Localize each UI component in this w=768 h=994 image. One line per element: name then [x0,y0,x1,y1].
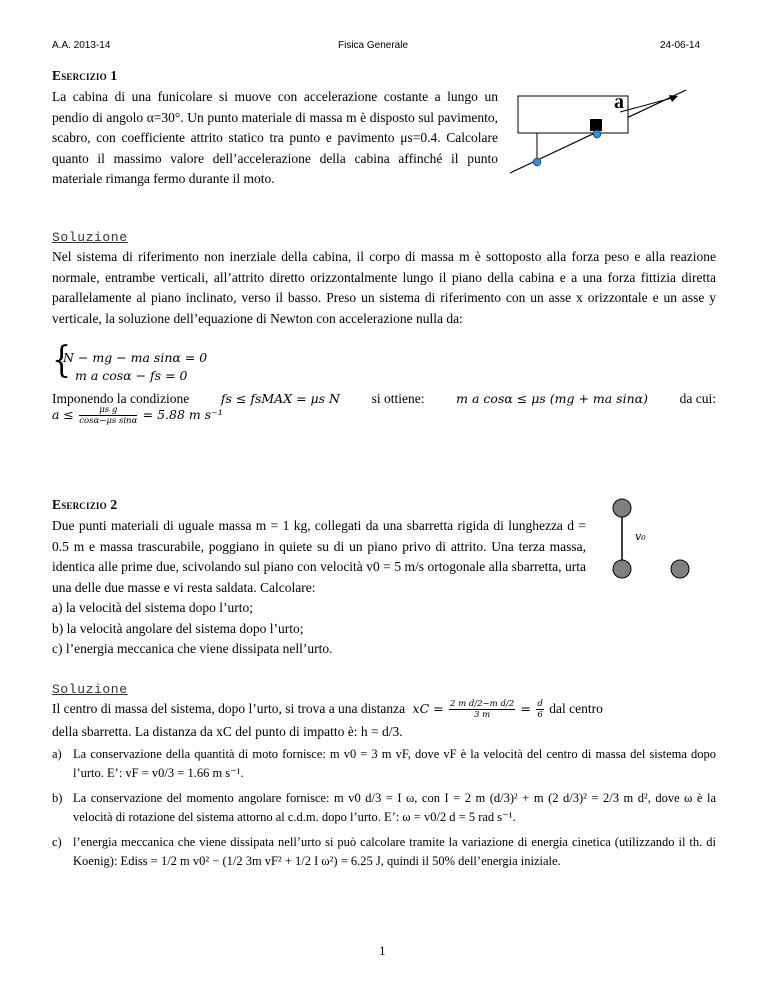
question-b-text: la velocità angolare del sistema dopo l’urto; [66,620,304,636]
result-line [52,405,223,426]
cm-numerator-2: d [537,699,543,710]
answer-a [52,745,716,783]
mass-top [613,499,631,517]
result-denominator: cosα−μs sinα [79,416,138,427]
question-b-label: b) [52,620,64,636]
question-b [52,619,712,640]
mass-incoming [671,560,689,578]
impact-distance-line: della sbarretta. La distanza da xC del punto di impatto è: h = d/3. [52,724,403,739]
acceleration-label: a [614,91,624,113]
exercise-2-questions [52,598,712,660]
header-course-year: A.A. 2013-14 [52,40,111,51]
header-subject: Fisica Generale [338,40,409,51]
solution-2-heading: Soluzione [52,682,128,697]
question-c-text: l’energia meccanica che viene dissipata nell’urto. [65,641,333,656]
answer-c-text: l’energia meccanica che viene dissipata nell’urto si può calcolare tramite la variazione di energia cinetica (utilizzando il th. di Koenig): Ediss = 1/2 m v0² − (1/2 3m vF² + 1/2 I ω²) = 6.25 J, quindi il 50% dell’energia iniziale. [73,835,716,868]
wheel-right [593,130,601,138]
rod-masses-figure [596,494,706,584]
material-point-block [590,119,602,131]
answer-b [52,789,716,827]
result-numerator: μs g [79,405,137,416]
exercise-2-text: Due punti materiali di uguale massa m = 1 kg, collegati da una sbarretta rigida di lunghezza d = 0.5 m e massa trascurabile, poggiano in quiete su di un piano privo di attrito. Una terza massa, identica alle prime due, scivolando sul piano con velocità v0 = 5 m/s ortogonale alla sbarretta, urta una delle due masse e vi resta saldata. Calcolare: [52,518,586,595]
exercise-1-text: La cabina di una funicolare si muove con accelerazione costante a lungo un pendio di angolo α=30°. Un punto materiale di massa m è disposto sul pavimento, scabro, con coefficiente attrito statico tra punto e pavimento μs=0.4. Calcolare quanto il massimo valore dell’accelerazione della cabina affinché il punto materiale rimanga fermo durante il moto. [52,89,498,186]
question-c [52,639,712,660]
equation-system-brace: { [52,339,72,382]
equation-friction: m a cosα − fs = 0 [75,368,188,383]
velocity-label: v₀ [635,530,646,543]
cm-variable: xC = [412,701,444,716]
solution-2-answers [52,745,716,877]
condition-intro: Imponendo la condizione [52,391,190,406]
funicular-figure [510,84,690,180]
solution-1-text: Nel sistema di riferimento non inerziale della cabina, il corpo di massa m è sottoposto alla forza peso e alla reazione normale, entrambe verticali, all’attrito diretto orizzontalmente lungo il piano della cabina e a una forza fittizia diretta parallelamente al piano inclinato, verso il basso. Preso un sistema di riferimento con un asse x orizzontale e un asse y verticale, la soluzione dell’equazione di Newton con accelerazione nulla da: [52,249,716,326]
question-a-text: la velocità del sistema dopo l’urto; [65,600,253,615]
cm-denominator-2: 6 [537,710,543,721]
header-date: 24-06-14 [660,40,701,51]
cm-numerator: 2 m d/2−m d/2 [449,699,515,710]
cm-equals: = [520,701,532,716]
solution-1-heading: Soluzione [52,230,128,245]
cm-fraction-simplified [536,699,543,720]
page-number: 1 [379,943,386,958]
condition-result: m a cosα ≤ μs (mg + ma sinα) [456,391,648,406]
result-value: = 5.88 m s⁻¹ [142,407,223,422]
result-fraction [79,405,137,426]
cm-denominator: 3 m [473,710,491,721]
cm-intro: Il centro di massa del sistema, dopo l’urto, si trova a una distanza [52,701,406,716]
wheel-left [533,158,541,166]
cabin-box [518,96,628,133]
answer-c-label: c) [52,835,62,849]
cm-fraction [449,699,515,720]
answer-a-text: La conservazione della quantità di moto fornisce: m v0 = 3 m vF, dove vF è la velocità del centro di massa del sistema dopo l’urto. E’: vF = v0/3 = 1.66 m s⁻¹. [73,747,716,780]
answer-b-label: b) [52,791,63,805]
exercise-1-title: Esercizio 1 [52,68,118,83]
center-of-mass-line [52,699,603,720]
answer-b-text: La conservazione del momento angolare fornisce: m v0 d/3 = I ω, con I = 2 m (d/3)² + m (2 d/3)² = 2/3 m d², dove ω è la velocità di rotazione del sistema attorno al c.d.m. dopo l’urto. E’: ω = v0/2 d = 5 rad s⁻¹. [73,791,716,824]
result-lhs: a ≤ [52,407,74,422]
answer-c [52,833,716,871]
cm-outro: dal centro [549,701,603,716]
equation-normal: N − mg − ma sinα = 0 [63,350,208,365]
condition-end: da cui: [679,391,716,406]
question-c-label: c) [52,641,63,656]
condition-mid: si ottiene: [371,391,425,406]
question-a [52,598,712,619]
condition-formula: fs ≤ fsMAX = μs N [220,391,340,406]
exercise-2-title: Esercizio 2 [52,497,118,512]
question-a-label: a) [52,600,63,615]
answer-a-label: a) [52,747,62,761]
mass-bottom [613,560,631,578]
